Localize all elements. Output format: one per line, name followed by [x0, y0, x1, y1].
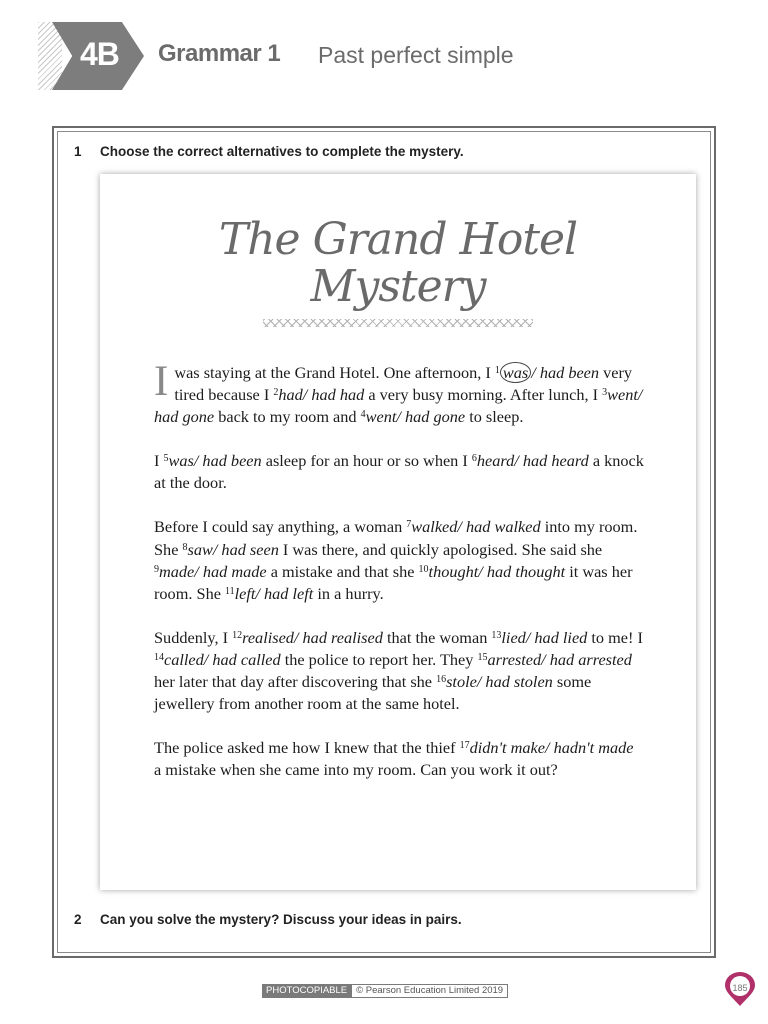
- story-text-run: the police to report her. They: [280, 649, 478, 669]
- choice-3[interactable]: went/ had gone: [154, 385, 643, 427]
- unit-code: 4B: [80, 36, 119, 72]
- story-text-run: asleep for an hour or so when I: [261, 451, 472, 471]
- choice-12[interactable]: realised/ had realised: [242, 627, 383, 647]
- story-text-run: I was there, and quickly apologised. She said she: [278, 539, 603, 559]
- dropcap-letter: I: [154, 358, 169, 405]
- story-text-run: was staying at the Grand Hotel. One afternoon, I: [174, 363, 495, 382]
- story-text-run: it was her room. She: [154, 561, 633, 603]
- story-paragraph: I $^5$was/ had been asleep for an hour or so when I $^6$heard/ had heard a knock at the door.: [154, 451, 644, 493]
- story-text-run: I: [154, 451, 164, 471]
- worksheet-title: Grammar 1: [158, 40, 281, 67]
- choice-9[interactable]: made/ had made: [159, 561, 267, 581]
- story-text-run: back to my room and: [214, 407, 361, 427]
- choice-7[interactable]: walked/ had walked: [411, 517, 541, 537]
- story-text-run: very tired because I: [174, 363, 633, 405]
- choice-10[interactable]: thought/ had thought: [428, 561, 566, 581]
- footer-credit: [262, 984, 508, 998]
- choice-8[interactable]: saw/ had seen: [187, 539, 279, 559]
- story-text-run: The police asked me how I knew that the thief: [154, 738, 460, 758]
- story-text-run: a knock at the door.: [154, 451, 644, 493]
- choice-16[interactable]: stole/ had stolen: [446, 672, 553, 692]
- choice-4[interactable]: went/ had gone: [365, 407, 466, 427]
- worksheet-subtitle: Past perfect simple: [318, 42, 514, 68]
- story-text-run: Before I could say anything, a woman: [154, 517, 407, 537]
- story-text-run: in a hurry.: [313, 583, 384, 603]
- page-number: 185: [732, 983, 748, 993]
- story-text-run: some jewellery from another room at the same hotel.: [154, 672, 592, 714]
- choice-2[interactable]: had/ had had: [278, 385, 365, 405]
- story-text-run: a mistake and that she: [266, 561, 419, 581]
- diamond-divider-icon: [263, 319, 533, 327]
- exercise-instruction: Choose the correct alternatives to complete the mystery.: [100, 144, 464, 159]
- story-paragraph: The police asked me how I knew that the thief $^{17}$didn't make/ hadn't made a mistake when she came into my room. Can you work it out?: [154, 738, 634, 780]
- story-text: [154, 358, 644, 803]
- story-text-run: her later that day after discovering that she: [154, 672, 437, 692]
- story-text-run: that the woman: [382, 627, 492, 647]
- choice-5[interactable]: was/ had been: [168, 451, 262, 471]
- copyright-notice: © Pearson Education Limited 2019: [351, 984, 508, 998]
- story-paragraph: Before I could say anything, a woman $^7$walked/ had walked into my room. She $^8$saw/ had seen I was there, and quickly apologised. She said she $^9$made/ had made a mistake and that she $^{10}$thought/ had thought it was her room. She $^{11}$left/ had left in a hurry.: [154, 517, 638, 603]
- exercise-number: 1: [74, 144, 82, 159]
- story-title-line-2: Mystery: [310, 261, 486, 312]
- story-paragraph: Suddenly, I $^{12}$realised/ had realised that the woman $^{13}$lied/ had lied to me! I $^{14}$called/ had called the police to report her. They $^{15}$arrested/ had arrested her later that day after discovering that she $^{16}$stole/ had stolen some jewellery from another room at the same hotel.: [154, 627, 643, 714]
- story-text-run: a very busy morning. After lunch, I: [364, 385, 603, 405]
- story-text-run: a mistake when she came into my room. Can you work it out?: [154, 760, 558, 780]
- exercise-number: 2: [74, 912, 82, 927]
- choice-13[interactable]: lied/ had lied: [501, 627, 588, 647]
- circled-answer: was: [500, 362, 531, 383]
- story-title-line-1: The Grand Hotel: [218, 214, 578, 265]
- story-text-run: to sleep.: [465, 407, 524, 427]
- exercise-instruction: Can you solve the mystery? Discuss your ideas in pairs.: [100, 912, 462, 927]
- story-paragraph: I was staying at the Grand Hotel. One afternoon, I $^1$ was / had been very tired because I $^2$had/ had had a very busy morning. After lunch, I $^3$went/ had gone back to my room and $^4$went/ had gone to sleep.: [154, 358, 643, 427]
- choice-14[interactable]: called/ had called: [164, 649, 281, 669]
- choice-11[interactable]: left/ had left: [234, 583, 314, 603]
- photocopiable-tag: PHOTOCOPIABLE: [262, 984, 351, 998]
- choice-15[interactable]: arrested/ had arrested: [487, 649, 632, 669]
- story-text-run: to me! I: [587, 627, 643, 647]
- choice-6[interactable]: heard/ had heard: [476, 451, 589, 471]
- story-text-run: Suddenly, I: [154, 627, 233, 647]
- choice-17[interactable]: didn't make/ hadn't made: [469, 738, 634, 758]
- story-card: [100, 174, 696, 890]
- story-text-run: into my room. She: [154, 517, 638, 559]
